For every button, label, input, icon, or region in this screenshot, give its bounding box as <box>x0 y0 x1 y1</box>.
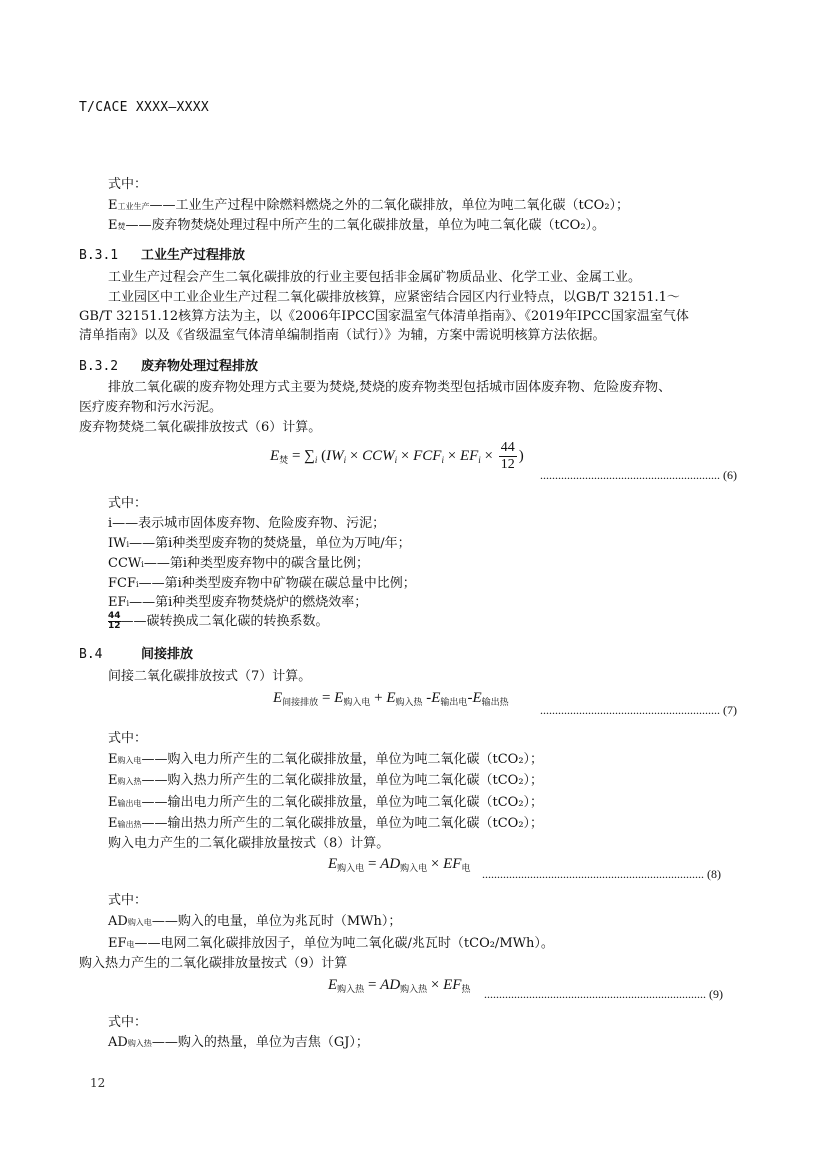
definition-e-buy-elec: E购入电——购入电力所产生的二氧化碳排放量，单位为吨二氧化碳（tCO₂）； <box>108 752 544 767</box>
equation-9: $E_{购入热} = AD_{购入热} \times EF_热$ <box>328 977 471 995</box>
definition-i: i——表示城市固体废弃物、危险废弃物、污泥； <box>108 516 386 531</box>
paragraph-b32-1-line1: 排放二氧化碳的废弃物处理方式主要为焚烧,焚烧的废弃物类型包括城市固体废弃物、危险废弃物、 <box>108 380 672 395</box>
paragraph-b32-1-line2: 医疗废弃物和污水污泥。 <box>79 400 223 415</box>
definition-e-industrial: E工业生产——工业生产过程中除燃料燃烧之外的二氧化碳排放，单位为吨二氧化碳（tCO₂）； <box>108 198 630 213</box>
fraction-44-12: $\frac{44}{12}$ <box>500 440 515 472</box>
definition-ad-heat: AD购入热——购入的热量，单位为吉焦（GJ）； <box>108 1035 369 1050</box>
paragraph-eq8-intro: 购入电力产生的二氧化碳排放量按式（8）计算。 <box>108 836 390 851</box>
equation-9-number: .......................................................................... (9) <box>484 987 723 1001</box>
definition-ef-elec: EF电——电网二氧化碳排放因子，单位为吨二氧化碳/兆瓦时（tCO₂/MWh）。 <box>108 936 554 951</box>
section-heading-b4: B.4 间接排放 <box>79 647 194 662</box>
paragraph-b31-2-line1: 工业园区中工业企业生产过程二氧化碳排放核算，应紧密结合园区内行业特点，以GB/T 32151.1～ <box>108 290 680 305</box>
definition-e-buy-heat: E购入热——购入热力所产生的二氧化碳排放量，单位为吨二氧化碳（tCO₂）； <box>108 773 544 788</box>
equation-6-number: ............................................................ (6) <box>540 468 737 482</box>
equation-6: $E_焚 = \sum_i$ ($IW_i \times CCW_i \times FCF_i \times EF_i$ × $\frac{44}{12}$ ) <box>270 440 524 472</box>
definition-ef: EFi——第i种类型废弃物焚烧炉的燃烧效率； <box>108 595 368 610</box>
section-heading-b32: B.3.2 废弃物处理过程排放 <box>79 359 259 374</box>
where-label: 式中： <box>108 1015 148 1030</box>
definition-e-out-elec: E输出电——输出电力所产生的二氧化碳排放量，单位为吨二氧化碳（tCO₂）； <box>108 795 544 810</box>
equation-8: $E_{购入电} = AD_{购入电} \times EF_电$ <box>328 856 471 874</box>
equation-7-number: ............................................................ (7) <box>540 703 737 717</box>
where-label: 式中： <box>108 496 148 511</box>
definition-ccw: CCWi——第i种类型废弃物中的碳含量比例； <box>108 556 369 571</box>
document-header: T/CACE XXXX—XXXX <box>79 100 210 115</box>
definition-iw: IWi——第i种类型废弃物的焚烧量，单位为万吨/年； <box>108 536 411 551</box>
equation-7: $E_{间接排放} = E_{购入电} + E_{购入热}$ $-E_{输出电}-E_{输出热}$ <box>273 690 509 708</box>
definition-ad-elec: AD购入电——购入的电量，单位为兆瓦时（MWh）； <box>108 914 402 929</box>
definition-e-burn: E焚——废弃物焚烧处理过程中所产生的二氧化碳排放量，单位为吨二氧化碳（tCO₂）。 <box>108 218 606 233</box>
where-label: 式中： <box>108 893 148 908</box>
page-number: 12 <box>90 1076 106 1090</box>
paragraph-eq9-intro: 购入热力产生的二氧化碳排放量按式（9）计算 <box>79 956 348 971</box>
section-heading-b31: B.3.1 工业生产过程排放 <box>79 248 246 263</box>
equation-8-number: .......................................................................... (8) <box>482 867 721 881</box>
definition-e-out-heat: E输出热——输出热力所产生的二氧化碳排放量，单位为吨二氧化碳（tCO₂）； <box>108 816 544 831</box>
paragraph-b31-1: 工业生产过程会产生二氧化碳排放的行业主要包括非金属矿物质品业、化学工业、金属工业。 <box>108 270 642 285</box>
where-label: 式中： <box>108 177 148 192</box>
paragraph-b32-2: 废弃物焚烧二氧化碳排放按式（6）计算。 <box>79 420 322 435</box>
paragraph-b31-2-line3: 清单指南》以及《省级温室气体清单编制指南（试行）》为辅，方案中需说明核算方法依据。 <box>79 328 606 343</box>
paragraph-b4-1: 间接二氧化碳排放按式（7）计算。 <box>108 669 312 684</box>
small-fraction-44-12: $\frac{44}{12}$ <box>108 611 121 631</box>
where-label: 式中： <box>108 731 148 746</box>
definition-fcf: FCFi——第i种类型废弃物中矿物碳在碳总量中比例； <box>108 576 416 591</box>
paragraph-b31-2-line2: GB/T 32151.12核算方法为主，以《2006年IPCC国家温室气体清单指南》、《2019年IPCC国家温室气体 <box>79 309 689 324</box>
definition-44-12: $\frac{44}{12}$ ——碳转换成二氧化碳的转换系数。 <box>108 611 329 631</box>
